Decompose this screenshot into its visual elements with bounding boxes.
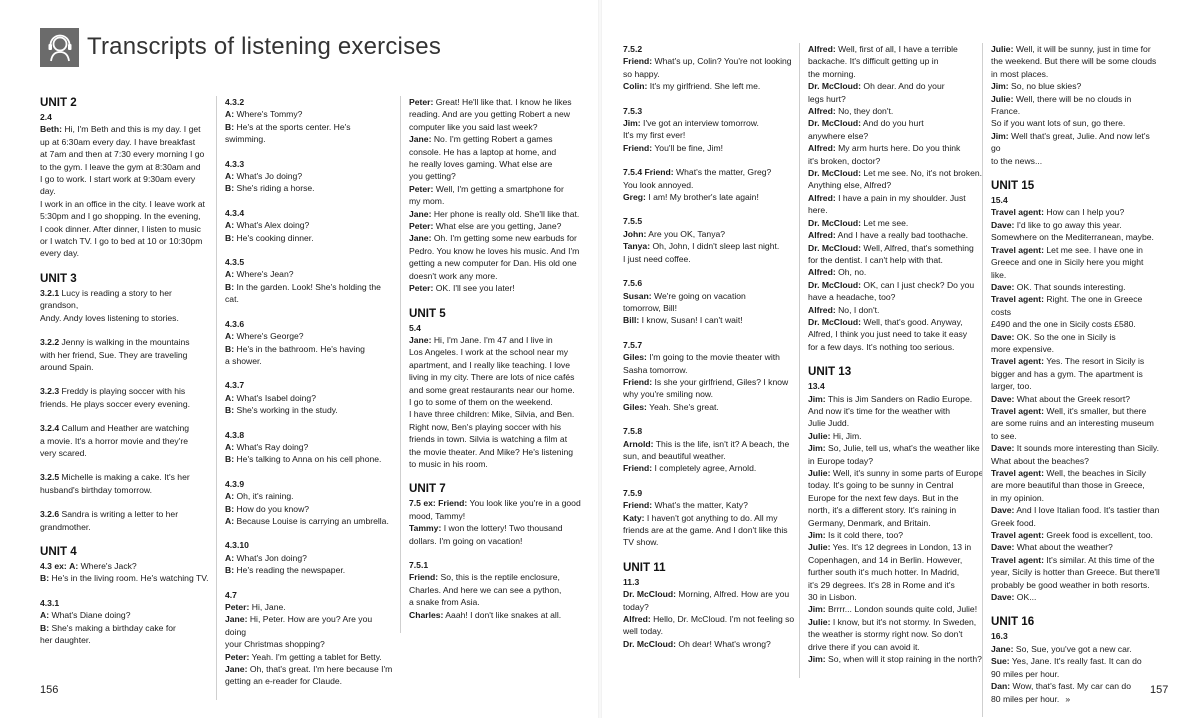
transcript-line: A: Where's Tommy? [225, 109, 303, 120]
exercise-code: 7.5.7 [623, 339, 643, 350]
transcript-line: A: Where's George? [225, 331, 304, 342]
transcript-line: you getting? [409, 171, 456, 182]
transcript-block [409, 559, 589, 621]
transcript-line: Alfred: No, they don't. [808, 106, 894, 117]
transcript-line: Dave: OK. So the one in Sicily is [991, 331, 1116, 342]
transcript-block [225, 429, 393, 466]
transcript-line: apartment, and I really like teaching. I love [409, 359, 570, 370]
transcript-block [225, 539, 393, 576]
transcript-block [40, 471, 212, 496]
transcript-line: Dr. McCloud: Well, that's good. Anyway, [808, 316, 963, 327]
transcript-line: Sue: Yes, Jane. It's really fast. It can do [991, 656, 1142, 667]
transcript-line: up at 6:30am every day. I have breakfast [40, 136, 196, 147]
transcript-line: Alfred: And I have a really bad toothache. [808, 230, 969, 241]
transcript-line: Sasha tomorrow. [623, 364, 688, 375]
transcript-line: B: He's cooking dinner. [225, 232, 314, 243]
exercise-code: 4.3.9 [225, 478, 245, 489]
transcript-line: Travel agent: Right. The one in Greece costs [991, 294, 1143, 317]
transcript-line: Dave: And I love Italian food. It's tastier than [991, 505, 1160, 516]
transcript-line: Friend: So, this is the reptile enclosure, [409, 572, 560, 583]
transcript-line: Jane: Hi, Peter. How are you? Are you doing [225, 614, 373, 637]
transcript-block [623, 425, 798, 475]
transcript-line: Dave: What about the Greek resort? [991, 393, 1131, 404]
transcript-column-5 [799, 43, 985, 678]
transcript-line: with her friend, Sue. They are traveling [40, 349, 188, 360]
transcript-line: A: What's Ray doing? [225, 441, 309, 452]
transcript-line: A: What's Jo doing? [225, 171, 303, 182]
transcript-line: Dan: Wow, that's fast. My car can do [991, 681, 1131, 692]
transcript-line: Bill: I know, Susan! I can't wait! [623, 315, 743, 326]
transcript-line: £490 and the one in Sicily costs £580. [991, 319, 1136, 330]
transcript-line: Alfred: My arm hurts here. Do you think [808, 143, 961, 154]
transcript-line: to see. [991, 430, 1017, 441]
transcript-line: Julie: Well, there will be no clouds in France. [991, 93, 1132, 117]
transcript-line: Peter: OK. I'll see you later! [409, 283, 515, 294]
transcript-line: Dave: It sounds more interesting than Sicily. [991, 443, 1159, 454]
transcript-line: 7.5.4 Friend: What's the matter, Greg? [623, 167, 772, 178]
transcript-line: Arnold: This is the life, isn't it? A beach, the [623, 438, 790, 449]
transcript-line: 5:30pm and I go shopping. In the evening, [40, 211, 201, 222]
transcript-column-6 [982, 43, 1161, 717]
exercise-code: 4.3.7 [225, 380, 245, 391]
transcript-line: 30 in Lisbon. [808, 592, 857, 603]
transcript-line: getting an e-reader for Claude. [225, 676, 343, 687]
transcript-line: Susan: We're going on vacation [623, 290, 746, 301]
transcript-line: bigger and has a gym. The apartment is [991, 368, 1143, 379]
unit-heading: UNIT 7 [409, 482, 446, 496]
transcript-line: Julie: I know, but it's not stormy. In Sweden, [808, 616, 977, 627]
transcript-line: Dave: OK... [991, 592, 1037, 603]
transcript-line: and some great restaurants near our home. [409, 384, 575, 395]
transcript-line: So if you want lots of sun, go there. [991, 118, 1126, 129]
transcript-line: friends. He plays soccer every evening. [40, 398, 190, 409]
transcript-line: Travel agent: How can I help you? [991, 207, 1125, 218]
transcript-line: dollars. I'm going on vacation! [409, 535, 523, 546]
transcript-line: 3.2.1 Lucy is reading a story to her grandson, [40, 287, 172, 311]
transcript-line: A: What's Diane doing? [40, 610, 131, 621]
transcript-line: Jane: Her phone is really old. She'll like that. [409, 208, 580, 219]
transcript-line: drive there if you can avoid it. [808, 641, 920, 652]
transcript-line: What about the beaches? [991, 455, 1089, 466]
transcript-block [623, 487, 798, 549]
exercise-code: 4.3.5 [225, 257, 245, 268]
transcript-line: Friend: You'll be fine, Jim! [623, 142, 724, 153]
transcript-line: tomorrow, Bill! [623, 302, 677, 313]
transcript-line: so happy. [623, 68, 660, 79]
transcript-line: in my opinion. [991, 492, 1045, 503]
transcript-column-2 [216, 96, 393, 700]
transcript-line: grandmother. [40, 521, 91, 532]
transcript-line: Jane: No. I'm getting Robert a games [409, 134, 553, 145]
exercise-code: 7.5.9 [623, 487, 643, 498]
transcript-line: Travel agent: It's similar. At this time of the [991, 554, 1155, 565]
transcript-block [40, 597, 212, 647]
transcript-block [623, 277, 798, 327]
transcript-block [225, 589, 393, 688]
exercise-code: 4.3.6 [225, 318, 245, 329]
transcript-line: Jim: So, no blue skies? [991, 81, 1082, 92]
exercise-code: 4.3.2 [225, 97, 245, 107]
transcript-line: Dr. McCloud: Oh dear. And do your [808, 81, 945, 92]
transcript-line: your Christmas shopping? [225, 639, 325, 650]
transcript-block [409, 322, 589, 471]
transcript-line: I have three children: Mike, Silvia, and Ben. [409, 409, 575, 420]
transcript-line: have a headache, too? [808, 292, 896, 303]
transcript-line: B: In the garden. Look! She's holding the cat. [225, 281, 381, 305]
unit-heading: UNIT 16 [991, 615, 1035, 629]
transcript-block [40, 385, 212, 410]
transcript-line: Tanya: Oh, John, I didn't sleep last night. [623, 241, 780, 252]
transcript-line: Alfred: No, I don't. [808, 304, 880, 315]
transcript-line: 80 miles per hour. » [991, 693, 1071, 704]
transcript-line: for the dentist. I can't help with that. [808, 254, 943, 265]
transcript-line: backache. It's difficult getting up in [808, 56, 939, 67]
transcript-line: reading. And are you getting Robert a new [409, 109, 571, 120]
transcript-line: the weekend. But there will be some clouds [991, 56, 1157, 67]
transcript-block [225, 478, 393, 528]
unit-heading: UNIT 11 [623, 560, 666, 574]
transcript-block [225, 158, 393, 195]
transcript-block [623, 576, 798, 650]
transcript-line: Friend: I completely agree, Arnold. [623, 463, 757, 474]
unit-heading: UNIT 2 [40, 96, 77, 109]
transcript-line: B: He's reading the newspaper. [225, 565, 346, 576]
transcript-line: Jane: Hi, I'm Jane. I'm 47 and I live in [409, 334, 553, 345]
transcript-line: it's 29 degrees. It's 28 in Rome and it's [808, 579, 955, 590]
transcript-line: Friend: Is she your girlfriend, Giles? I know [623, 376, 789, 387]
transcript-line: Somewhere on the Mediterranean, maybe. [991, 232, 1154, 243]
transcript-line: Travel agent: Well, it's smaller, but there [991, 405, 1147, 416]
transcript-line: I work in an office in the city. I leave work at [40, 198, 205, 209]
transcript-line: Peter: Hi, Jane. [225, 602, 286, 612]
transcript-line: Alfred: Well, first of all, I have a terrible [808, 44, 958, 54]
transcript-line: Charles: Aaah! I don't like snakes at all. [409, 609, 562, 620]
transcript-line: a movie. It's a horror movie and they're [40, 435, 189, 446]
transcript-block [623, 166, 798, 203]
transcript-line: You look annoyed. [623, 179, 694, 190]
transcript-line: Peter: What else are you getting, Jane? [409, 221, 562, 232]
transcript-line: friends in town. Silvia is watching a film at [409, 434, 568, 445]
transcript-block [808, 43, 985, 353]
transcript-line: husband's birthday tomorrow. [40, 484, 152, 495]
transcript-line: TV show. [623, 537, 659, 548]
transcript-block [991, 194, 1161, 603]
transcript-line: Peter: Well, I'm getting a smartphone for [409, 183, 564, 194]
transcript-line: Julie Judd. [808, 418, 850, 429]
transcript-block [623, 43, 798, 93]
transcript-line: 3.2.3 Freddy is playing soccer with his [40, 386, 186, 397]
transcript-line: It's my first ever! [623, 130, 686, 141]
transcript-block [40, 422, 212, 459]
transcript-line: more expensive. [991, 343, 1055, 354]
transcript-line: 3.2.5 Michelle is making a cake. It's her [40, 472, 190, 483]
transcript-line: Jane: Oh, that's great. I'm here because I'm [225, 664, 393, 675]
transcript-line: Alfred: I have a pain in my shoulder. Just here. [808, 192, 966, 216]
transcript-line: console. He has a laptop at home, and [409, 146, 557, 157]
transcript-line: Dr. McCloud: Let me see. [808, 217, 909, 228]
transcript-line: A: Because Louise is carrying an umbrella. [225, 515, 389, 526]
exercise-code: 4.3.10 [225, 540, 249, 551]
continued-marker: » [1065, 693, 1071, 704]
transcript-line: B: He's in the bathroom. He's having [225, 343, 365, 354]
transcript-line: the weather is stormy right now. So don't [808, 629, 963, 640]
transcript-block [991, 630, 1161, 704]
transcript-line: Greek food. [991, 517, 1036, 528]
transcript-block [225, 318, 393, 368]
transcript-line: B: How do you know? [225, 503, 310, 514]
transcript-line: it's broken, doctor? [808, 155, 881, 166]
transcript-line: doesn't work any more. [409, 270, 498, 281]
transcript-line: Dr. McCloud: Well, Alfred, that's something [808, 242, 974, 253]
transcript-line: I go to some of them on the weekend. [409, 396, 553, 407]
transcript-block [991, 43, 1161, 167]
transcript-line: her daughter. [40, 635, 91, 645]
transcript-column-1 [40, 96, 212, 658]
page-title: Transcripts of listening exercises [87, 33, 442, 60]
transcript-block [225, 256, 393, 306]
transcript-line: probably be good weather in both resorts. [991, 579, 1150, 590]
transcript-line: 4.3 ex: A: Where's Jack? [40, 560, 137, 571]
transcript-line: Jane: Oh. I'm getting some new earbuds for [409, 233, 577, 244]
transcript-block [225, 207, 393, 244]
transcript-column-4 [623, 43, 798, 662]
transcript-line: in most places. [991, 68, 1049, 79]
transcript-line: Germany, Denmark, and Britain. [808, 517, 931, 528]
transcript-line: Travel agent: Yes. The resort in Sicily is [991, 356, 1145, 367]
transcript-line: A: What's Jon doing? [225, 552, 307, 563]
transcript-line: Jane: So, Sue, you've got a new car. [991, 643, 1132, 654]
transcript-line: legs hurt? [808, 93, 846, 104]
transcript-line: B: He's talking to Anna on his cell phone. [225, 454, 382, 465]
transcript-line: Europe for the next few days. But in the [808, 492, 959, 503]
transcript-line: Jim: So, when will it stop raining in the north? [808, 654, 982, 665]
transcript-line: further south it's much hotter. In Madrid, [808, 567, 960, 578]
transcript-line: B: She's working in the study. [225, 405, 338, 416]
transcript-line: Julie: Well, it's sunny in some parts of Europe [808, 468, 984, 478]
transcript-line: Beth: Hi, I'm Beth and this is my day. I get [40, 124, 201, 135]
transcript-line: today? [623, 601, 649, 612]
transcript-line: are some ruins and an interesting museum [991, 418, 1154, 429]
unit-heading: UNIT 3 [40, 271, 77, 285]
transcript-line: Peter: Yeah. I'm getting a tablet for Betty. [225, 651, 382, 662]
transcript-line: Charles. And here we can see a python, [409, 584, 562, 595]
page-number-right: 157 [1150, 684, 1169, 696]
transcript-line: I just need coffee. [623, 253, 691, 264]
exercise-code: 7.5.5 [623, 216, 643, 227]
transcript-line: Jim: Brrrr... London sounds quite cold, Julie! [808, 604, 978, 615]
unit-heading: UNIT 5 [409, 306, 446, 320]
transcript-block [623, 105, 798, 155]
exercise-code: 7.5.1 [409, 560, 429, 570]
unit-heading: UNIT 15 [991, 179, 1035, 193]
transcript-line: Katy: I haven't got anything to do. All my [623, 512, 778, 523]
transcript-line: to the gym. I leave the gym at 8:30am and [40, 161, 201, 172]
transcript-line: around Spain. [40, 361, 94, 372]
transcript-line: Dr. McCloud: And do you hurt [808, 118, 924, 129]
transcript-line: computer like you said last week? [409, 121, 538, 132]
transcript-line: Right now, Ben's playing soccer with his [409, 421, 562, 432]
transcript-line: Friend: What's up, Colin? You're not looking [623, 56, 792, 67]
transcript-line: at 7am and then at 7:30 every morning I go [40, 149, 205, 160]
transcript-line: in Europe today? [808, 455, 873, 466]
transcript-line: Greg: I am! My brother's late again! [623, 192, 759, 203]
exercise-code: 4.3.3 [225, 158, 245, 169]
transcript-line: north, it's a different story. It's raining in [808, 505, 957, 516]
exercise-code: 7.5.2 [623, 44, 643, 54]
transcript-block [40, 287, 212, 324]
page-header [40, 27, 441, 67]
transcript-line: Jim: This is Jim Sanders on Radio Europe. [808, 393, 973, 404]
exercise-code: 4.7 [225, 589, 237, 600]
transcript-line: Julie: Yes. It's 12 degrees in London, 13 in [808, 542, 972, 553]
exercise-code: 16.3 [991, 631, 1008, 642]
transcript-line: anywhere else? [808, 130, 869, 141]
transcript-line: Alfred: Oh, no. [808, 267, 867, 278]
transcript-block [623, 339, 798, 413]
transcript-line: And now it's time for the weather with [808, 405, 951, 416]
transcript-line: I go to work. I start work at 9:30am every day. [40, 174, 196, 197]
exercise-code: 2.4 [40, 112, 52, 122]
transcript-line: a snake from Asia. [409, 597, 480, 608]
transcript-block [225, 379, 393, 416]
transcript-line: he really loves gaming. What else are [409, 159, 553, 170]
transcript-line: Anything else, Alfred? [808, 180, 892, 191]
transcript-line: B: He's in the living room. He's watching TV. [40, 573, 209, 584]
transcript-line: Jim: So, Julie, tell us, what's the weather like [808, 443, 980, 454]
transcript-line: mood, Tammy! [409, 510, 466, 521]
transcript-line: Copenhagen, and 14 in Berlin. However, [808, 554, 963, 565]
transcript-line: well today. [623, 626, 663, 637]
transcript-line: why you're smiling now. [623, 389, 714, 400]
exercise-code: 7.5.8 [623, 426, 643, 437]
transcript-line: the movie theater. And Mike? He's listening [409, 446, 574, 457]
exercise-code: 5.4 [409, 322, 421, 333]
transcript-line: I cook dinner. After dinner, I listen to music [40, 223, 201, 234]
transcript-line: A: Oh, it's raining. [225, 491, 294, 502]
transcript-block [40, 508, 212, 533]
transcript-line: 3.2.4 Callum and Heather are watching [40, 423, 190, 434]
transcript-line: Travel agent: Let me see. I have one in [991, 244, 1143, 255]
transcript-line: 3.2.6 Sandra is writing a letter to her [40, 509, 179, 520]
exercise-code: 7.5.3 [623, 105, 643, 116]
transcript-column-3 [400, 96, 589, 633]
transcript-line: Greece and one in Sicily here you might like. [991, 257, 1144, 280]
unit-heading: UNIT 4 [40, 544, 77, 558]
transcript-line: Julie: Well, it will be sunny, just in time for [991, 44, 1151, 54]
transcript-block [409, 96, 589, 295]
transcript-line: getting a new computer for Dan. His old one [409, 258, 577, 269]
transcript-line: Dr. McCloud: Let me see. No, it's not broken. [808, 168, 983, 179]
transcript-line: friends are at the game. And I don't like this [623, 525, 788, 535]
transcript-line: to the news... [991, 155, 1043, 166]
transcript-line: Dave: OK. That sounds interesting. [991, 281, 1126, 292]
transcript-line: or I watch TV. I go to bed at 10 or 10:30pm [40, 236, 203, 247]
transcript-line: Friend: What's the matter, Katy? [623, 500, 748, 511]
page-number-left: 156 [40, 684, 59, 696]
transcript-line: John: Are you OK, Tanya? [623, 228, 726, 239]
right-page [600, 0, 1200, 718]
headphones-person-icon [40, 28, 79, 67]
transcript-line: very scared. [40, 447, 87, 458]
transcript-line: are more beautiful than those in Greece, [991, 480, 1145, 491]
exercise-code: 15.4 [991, 195, 1008, 206]
transcript-line: my mom. [409, 196, 445, 207]
transcript-line: Jim: Is it cold there, too? [808, 530, 904, 541]
transcript-line: the morning. [808, 68, 856, 79]
transcript-line: 3.2.2 Jenny is walking in the mountains [40, 337, 190, 348]
transcript-line: Travel agent: Greek food is excellent, too. [991, 530, 1153, 541]
transcript-line: B: She's riding a horse. [225, 183, 315, 194]
transcript-line: larger, too. [991, 381, 1032, 392]
transcript-block [409, 497, 589, 547]
transcript-line: living in my city. There are lots of nice cafés [409, 372, 575, 383]
exercise-code: 4.3.4 [225, 207, 245, 218]
transcript-line: Julie: Hi, Jim. [808, 430, 862, 441]
transcript-line: Peter: Great! He'll like that. I know he likes [409, 97, 572, 107]
exercise-code: 11.3 [623, 576, 640, 587]
transcript-line: B: He's at the sports center. He's swimming. [225, 121, 351, 145]
transcript-line: B: She's making a birthday cake for [40, 622, 176, 633]
transcript-line: Alfred, I think you just need to take it easy [808, 329, 968, 340]
transcript-line: 7.5 ex: Friend: You look like you're in a good [409, 498, 581, 509]
transcript-line: Alfred: Hello, Dr. McCloud. I'm not feeling so [623, 614, 795, 625]
transcript-block [40, 336, 212, 373]
transcript-block [225, 96, 393, 146]
transcript-block [40, 560, 212, 585]
transcript-line: sun, and beautiful weather. [623, 450, 726, 461]
transcript-line: for a few days. It's nothing too serious. [808, 341, 955, 352]
transcript-line: Tammy: I won the lottery! Two thousand [409, 523, 563, 534]
transcript-line: to music in his room. [409, 458, 488, 469]
transcript-line: Dr. McCloud: Oh dear! What's wrong? [623, 638, 771, 649]
transcript-line: Los Angeles. I work at the school near my [409, 347, 569, 358]
transcript-line: Giles: Yeah. She's great. [623, 401, 719, 412]
exercise-code: 4.3.8 [225, 429, 245, 440]
exercise-code: 13.4 [808, 381, 825, 392]
transcript-line: A: Where's Jean? [225, 269, 294, 280]
transcript-line: today. It's going to be sunny in Central [808, 480, 954, 491]
exercise-code: 4.3.1 [40, 597, 60, 608]
transcript-line: year, Sicily is hotter than Greece. But there'll [991, 567, 1160, 578]
transcript-block [40, 111, 212, 260]
transcript-line: Dr. McCloud: Morning, Alfred. How are you [623, 589, 790, 600]
headphones-person-icon-glyph [45, 32, 75, 62]
transcript-line: Jim: I've got an interview tomorrow. [623, 118, 759, 129]
transcript-line: Travel agent: Well, the beaches in Sicily [991, 468, 1147, 478]
transcript-line: every day. [40, 248, 80, 259]
transcript-block [808, 380, 985, 665]
exercise-code: 7.5.6 [623, 278, 643, 289]
transcript-line: A: What's Isabel doing? [225, 392, 316, 403]
transcript-line: Dr. McCloud: OK, can I just check? Do you [808, 279, 975, 290]
transcript-block [623, 215, 798, 265]
transcript-line: Andy. Andy loves listening to stories. [40, 312, 179, 323]
transcript-line: 90 miles per hour. [991, 668, 1060, 679]
transcript-line: A: What's Alex doing? [225, 220, 310, 231]
unit-heading: UNIT 13 [808, 365, 852, 379]
transcript-line: Pedro. You know he loves his music. And I'm [409, 245, 580, 256]
transcript-line: Giles: I'm going to the movie theater with [623, 352, 780, 363]
transcript-line: a shower. [225, 355, 262, 366]
transcript-line: Jim: Well that's great, Julie. And now let's go [991, 130, 1150, 154]
transcript-line: Dave: I'd like to go away this year. [991, 219, 1122, 230]
transcript-line: Colin: It's my girlfriend. She left me. [623, 81, 761, 92]
transcript-line: Dave: What about the weather? [991, 542, 1113, 553]
